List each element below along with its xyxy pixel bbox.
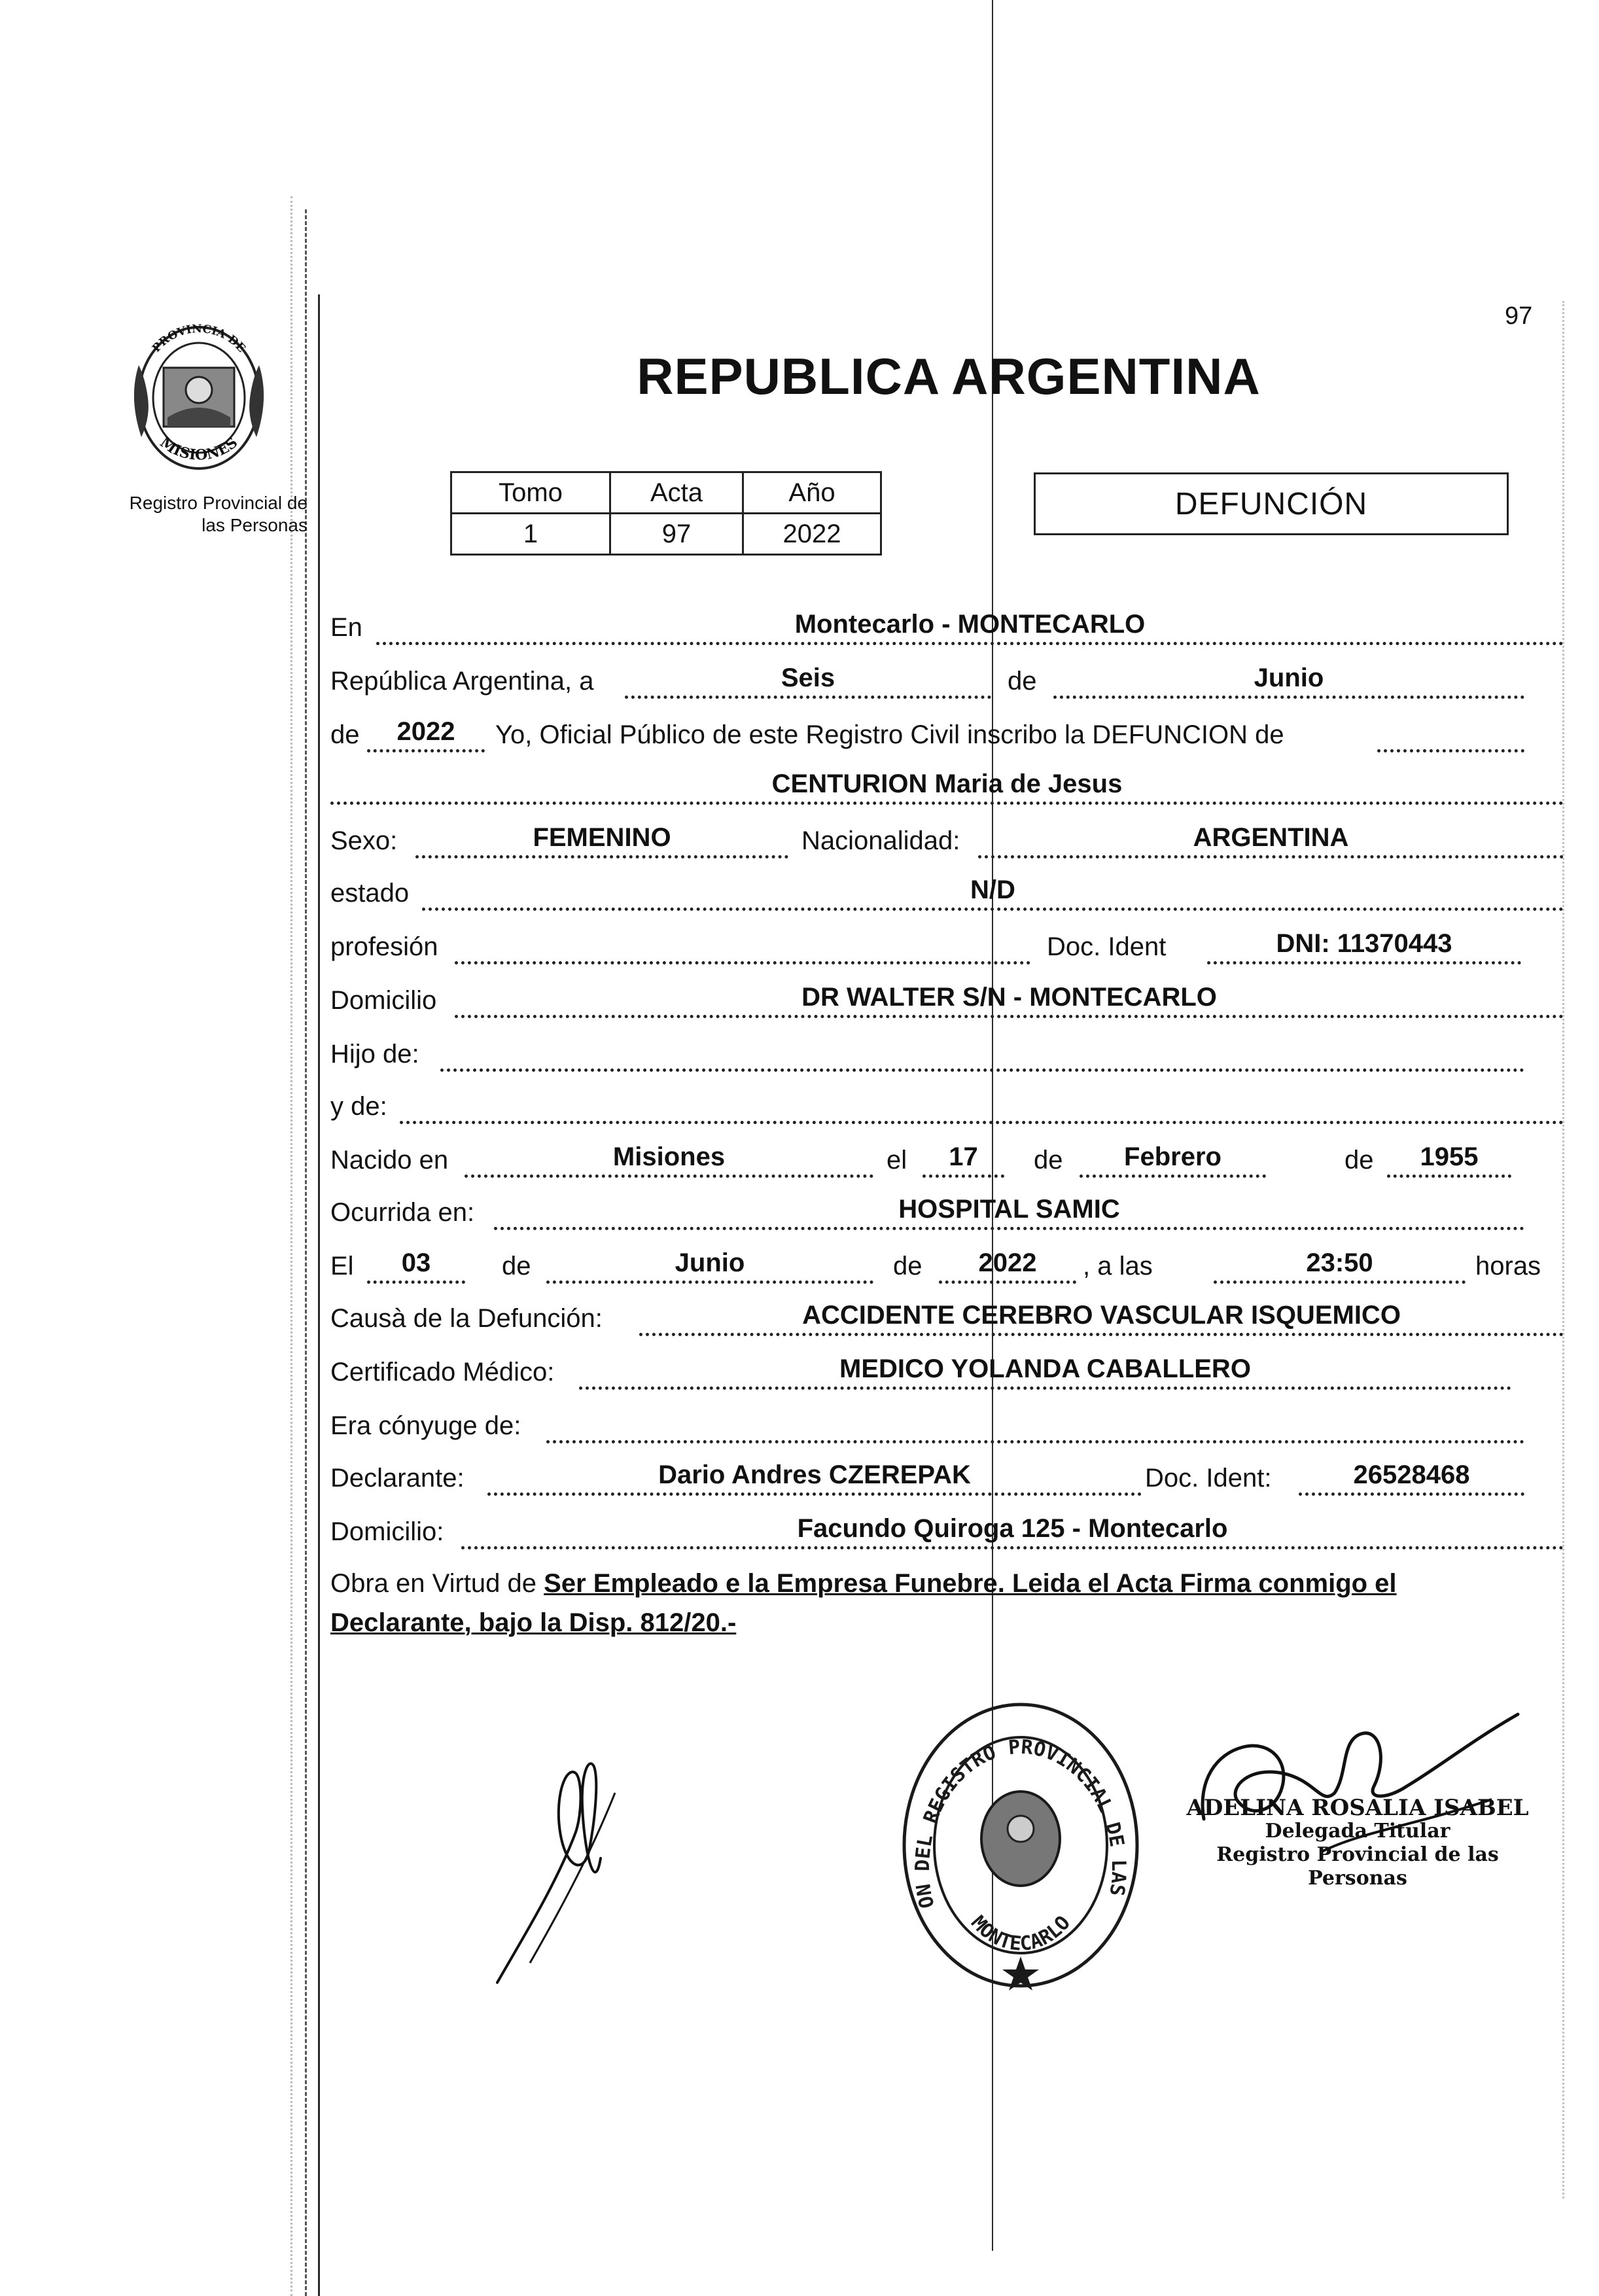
field-lugar: Montecarlo - MONTECARLO	[376, 608, 1564, 645]
label-obra: Obra en Virtud de	[330, 1569, 537, 1598]
stamp-ring-text: ON DEL REGISTRO PROVINCIAL DE LAS	[911, 1735, 1131, 1911]
field-profesion	[455, 927, 1030, 964]
field-mes: Junio	[1053, 662, 1524, 699]
label-de-def-anio: de	[893, 1252, 922, 1280]
field-domicilio: DR WALTER S/N - MONTECARLO	[455, 981, 1564, 1018]
margin-line	[318, 294, 320, 2296]
label-de-mes: de	[1034, 1146, 1063, 1174]
field-nacido-en: Misiones	[465, 1140, 873, 1178]
row-nacimiento	[330, 1135, 1564, 1180]
label-declarante: Declarante:	[330, 1464, 465, 1492]
obra-text-1: Ser Empleado e la Empresa Funebre. Leida el Acta Firma conmigo el	[544, 1569, 1397, 1598]
misiones-province-seal-icon	[122, 313, 276, 476]
official-stamp	[896, 1695, 1145, 1996]
label-conyuge: Era cónyuge de:	[330, 1411, 521, 1440]
page-number: 97	[1505, 302, 1533, 330]
label-el: el	[887, 1146, 907, 1174]
label-causa: Causà de la Defunción:	[330, 1304, 603, 1333]
field-y-de	[400, 1087, 1564, 1124]
record-table	[450, 471, 882, 556]
row-ocurrida	[330, 1187, 1564, 1233]
label-domicilio-2: Domicilio:	[330, 1517, 444, 1546]
row-declarante	[330, 1453, 1564, 1498]
label-yo: Yo, Oficial Público de este Registro Civil inscribo la DEFUNCION de	[495, 720, 1284, 749]
label-ocurrida-en: Ocurrida en:	[330, 1198, 475, 1227]
stamp-center-text: MONTECARLO	[966, 1911, 1076, 1956]
label-republica: República Argentina, a	[330, 667, 594, 696]
row-causa	[330, 1293, 1564, 1339]
label-profesion: profesión	[330, 932, 438, 961]
field-def-anio: 2022	[939, 1246, 1076, 1284]
value-acta: 97	[610, 514, 743, 555]
label-certificado: Certificado Médico:	[330, 1358, 555, 1386]
logo-text-top: PROVINCIA DE	[150, 322, 248, 355]
handwritten-signature-icon	[484, 1754, 654, 1989]
field-causa: ACCIDENTE CEREBRO VASCULAR ISQUEMICO	[639, 1299, 1564, 1336]
label-nacionalidad: Nacionalidad:	[801, 826, 960, 855]
registry-name	[79, 492, 308, 537]
row-fecha	[330, 656, 1564, 701]
field-ocurrida-en: HOSPITAL SAMIC	[494, 1193, 1524, 1230]
row-certificado	[330, 1347, 1564, 1392]
province-logo	[122, 313, 276, 476]
label-nacido-en: Nacido en	[330, 1146, 449, 1174]
field-hijo-de	[440, 1034, 1524, 1072]
label-a-las: , a las	[1083, 1252, 1153, 1280]
label-el-cap: El	[330, 1252, 354, 1280]
label-de-anio: de	[330, 720, 360, 749]
obra-text-2: Declarante, bajo la Disp. 812/20.-	[330, 1608, 737, 1637]
field-declarante: Dario Andres CZEREPAK	[487, 1458, 1142, 1496]
label-hijo-de: Hijo de:	[330, 1040, 419, 1069]
field-declarante-doc: 26528468	[1299, 1458, 1524, 1496]
label-domicilio: Domicilio	[330, 986, 437, 1015]
value-tomo: 1	[451, 514, 610, 555]
label-doc-ident-2: Doc. Ident:	[1145, 1464, 1272, 1492]
label-horas: horas	[1475, 1252, 1541, 1280]
label-doc-ident: Doc. Ident	[1047, 932, 1167, 961]
row-domicilio-declarante	[330, 1506, 1564, 1552]
field-conyuge	[546, 1406, 1524, 1443]
row-domicilio	[330, 975, 1564, 1021]
label-de-anio-nac: de	[1344, 1146, 1374, 1174]
field-hora: 23:50	[1214, 1246, 1466, 1284]
field-blank	[1377, 715, 1524, 752]
row-nombre	[330, 762, 1564, 807]
logo-text-bottom: MISIONES	[156, 434, 241, 464]
field-certificado: MEDICO YOLANDA CABALLERO	[579, 1352, 1511, 1390]
row-y-de	[330, 1081, 1564, 1127]
field-nombre: CENTURION Maria de Jesus	[330, 768, 1564, 805]
row-profesion	[330, 921, 1564, 967]
row-hijo-de	[330, 1029, 1564, 1074]
row-fecha-defuncion	[330, 1241, 1564, 1286]
official-signature-block	[1181, 1796, 1534, 1890]
field-nac-anio: 1955	[1387, 1140, 1511, 1178]
row-sexo	[330, 815, 1564, 861]
label-estado: estado	[330, 879, 410, 908]
obra-paragraph	[330, 1564, 1564, 1642]
field-estado: N/D	[422, 874, 1564, 911]
field-nac-dia: 17	[922, 1140, 1004, 1178]
label-sexo: Sexo:	[330, 826, 398, 855]
row-lugar	[330, 602, 1564, 648]
header-acta: Acta	[610, 472, 743, 514]
registry-line-2: las Personas	[202, 515, 308, 535]
field-def-dia: 03	[367, 1246, 465, 1284]
field-anio: 2022	[367, 715, 485, 752]
label-en: En	[330, 613, 362, 642]
field-dni: DNI: 11370443	[1207, 927, 1521, 964]
header-tomo: Tomo	[451, 472, 610, 514]
row-conyuge	[330, 1400, 1564, 1446]
field-dia-letras: Seis	[625, 662, 991, 699]
header-anio: Año	[743, 472, 881, 514]
field-nac-mes: Febrero	[1080, 1140, 1266, 1178]
field-declarante-domicilio: Facundo Quiroga 125 - Montecarlo	[461, 1512, 1564, 1549]
official-round-seal-icon	[896, 1695, 1145, 1996]
field-nacionalidad: ARGENTINA	[978, 821, 1564, 858]
registry-line-1: Registro Provincial de	[129, 493, 308, 513]
row-inscribo	[330, 709, 1564, 755]
label-y-de: y de:	[330, 1092, 387, 1121]
record-type-box: DEFUNCIÓN	[1034, 472, 1509, 535]
declarant-signature	[484, 1754, 654, 1989]
value-anio: 2022	[743, 514, 881, 555]
official-name: ADELINA ROSALIA ISABEL	[1186, 1795, 1529, 1821]
official-role: Delegada Titular	[1265, 1820, 1450, 1843]
official-office: Registro Provincial de las Personas	[1216, 1843, 1499, 1890]
document-title: REPUBLICA ARGENTINA	[637, 347, 1261, 405]
field-sexo: FEMENINO	[415, 821, 788, 858]
row-estado	[330, 868, 1564, 913]
label-de-def: de	[502, 1252, 531, 1280]
field-def-mes: Junio	[546, 1246, 873, 1284]
label-de: de	[1008, 667, 1037, 696]
